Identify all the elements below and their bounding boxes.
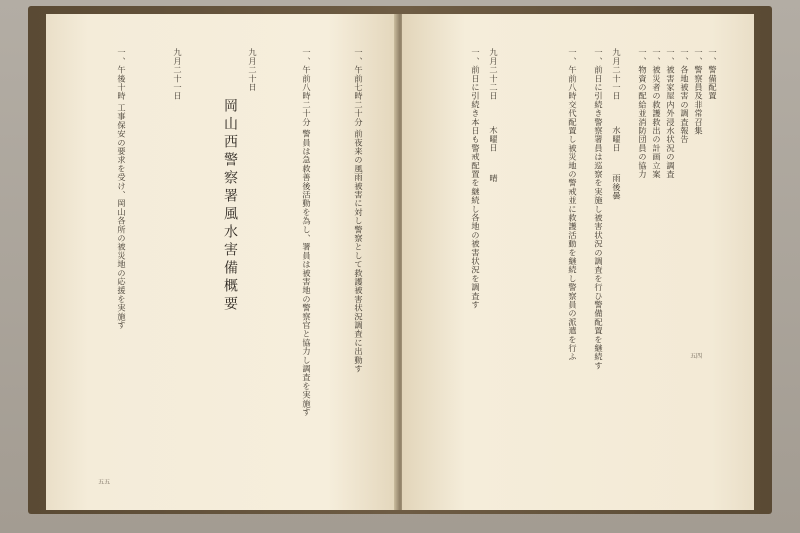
weekday-label: 木曜日 — [489, 126, 499, 153]
list-item: 一、被災者の救護救出の計画立案 — [652, 48, 662, 179]
right-page — [402, 14, 754, 510]
date-heading: 九月二十日 — [248, 48, 258, 92]
text-column: 一、午前八時交代配置し被災地の警戒並に救護活動を継続し警察員の派遣を行ふ — [568, 48, 578, 362]
date-heading: 九月二十二日 — [489, 48, 499, 101]
text-column: 一、午後十時 工事保安の要求を受け、岡山各所の被災地の応援を実施す — [117, 48, 127, 330]
weather-label: 晴 — [489, 174, 499, 183]
date-heading: 九月二十一日 — [612, 48, 622, 101]
text-column: 一、午前七時二十分 前夜来の風雨被害に対し警察として救護被害状況調査に出動す — [354, 48, 364, 374]
list-item: 一、各地被害の調査報告 — [680, 48, 690, 144]
text-column: 一、前日に引続き警察署員は巡察を実施し被害状況の調査を行ひ警備配置を継続す — [594, 48, 604, 370]
date-heading: 九月二十一日 — [173, 48, 183, 101]
list-item: 一、警備配置 — [708, 48, 718, 101]
list-item: 一、物資の配給並消防団員の協力 — [638, 48, 648, 179]
text-column: 一、午前八時二十分 警員は急救善後活動を為し、署員は被害地の警察官と協力し調査を実施す — [302, 48, 312, 417]
page-number: 五五 — [98, 479, 111, 486]
list-item: 一、被害家屋内外浸水状況の調査 — [666, 48, 676, 179]
page-number: 五四 — [689, 353, 702, 360]
weekday-label: 水曜日 — [612, 126, 622, 153]
list-item: 一、警察員及非常召集 — [694, 48, 704, 135]
left-page — [46, 14, 398, 510]
page-title: 岡山西警察署風水害備概要 — [222, 98, 238, 314]
text-column: 一、前日に引続き本日も警戒配置を継続し各地の被害状況を調査す — [471, 48, 481, 309]
weather-label: 雨後曇 — [612, 174, 622, 201]
